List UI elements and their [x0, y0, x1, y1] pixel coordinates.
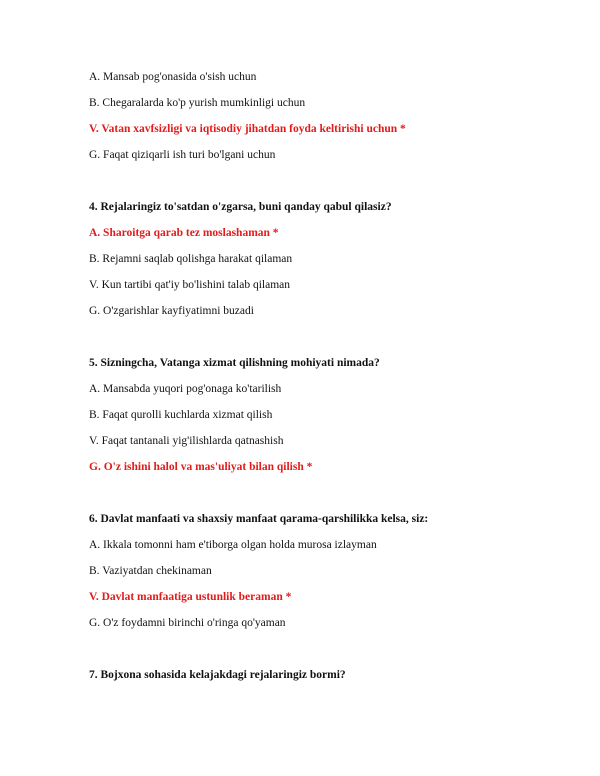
option-v: V. Faqat tantanali yig'ilishlarda qatnashish — [89, 435, 284, 447]
option-g: G. O'zgarishlar kayfiyatimni buzadi — [89, 305, 254, 317]
option-v-correct: V. Davlat manfaatiga ustunlik beraman * — [89, 591, 292, 603]
option-b: B. Rejamni saqlab qolishga harakat qilaman — [89, 253, 293, 265]
option-a: A. Ikkala tomonni ham e'tiborga olgan holda murosa izlayman — [89, 539, 377, 551]
option-g-correct: G. O'z ishini halol va mas'uliyat bilan qilish * — [89, 461, 313, 473]
option-a-correct: A. Sharoitga qarab tez moslashaman * — [89, 227, 279, 239]
option-a: A. Mansabda yuqori pog'onaga ko'tarilish — [89, 383, 282, 395]
option-v: V. Kun tartibi qat'iy bo'lishini talab qilaman — [89, 279, 291, 291]
question-4: 4. Rejalaringiz to'satdan o'zgarsa, buni qanday qabul qilasiz? — [89, 201, 392, 213]
option-b: B. Chegaralarda ko'p yurish mumkinligi uchun — [89, 97, 306, 109]
option-b: B. Faqat qurolli kuchlarda xizmat qilish — [89, 409, 273, 421]
option-g: G. Faqat qiziqarli ish turi bo'lgani uchun — [89, 149, 276, 161]
option-g: G. O'z foydamni birinchi o'ringa qo'yaman — [89, 617, 286, 629]
option-a: A. Mansab pog'onasida o'sish uchun — [89, 71, 257, 83]
question-6: 6. Davlat manfaati va shaxsiy manfaat qarama-qarshilikka kelsa, siz: — [89, 513, 429, 525]
question-5: 5. Sizningcha, Vatanga xizmat qilishning mohiyati nimada? — [89, 357, 380, 369]
option-b: B. Vaziyatdan chekinaman — [89, 565, 212, 577]
question-7: 7. Bojxona sohasida kelajakdagi rejalaringiz bormi? — [89, 669, 346, 681]
option-v-correct: V. Vatan xavfsizligi va iqtisodiy jihatdan foyda keltirishi uchun * — [89, 123, 406, 135]
